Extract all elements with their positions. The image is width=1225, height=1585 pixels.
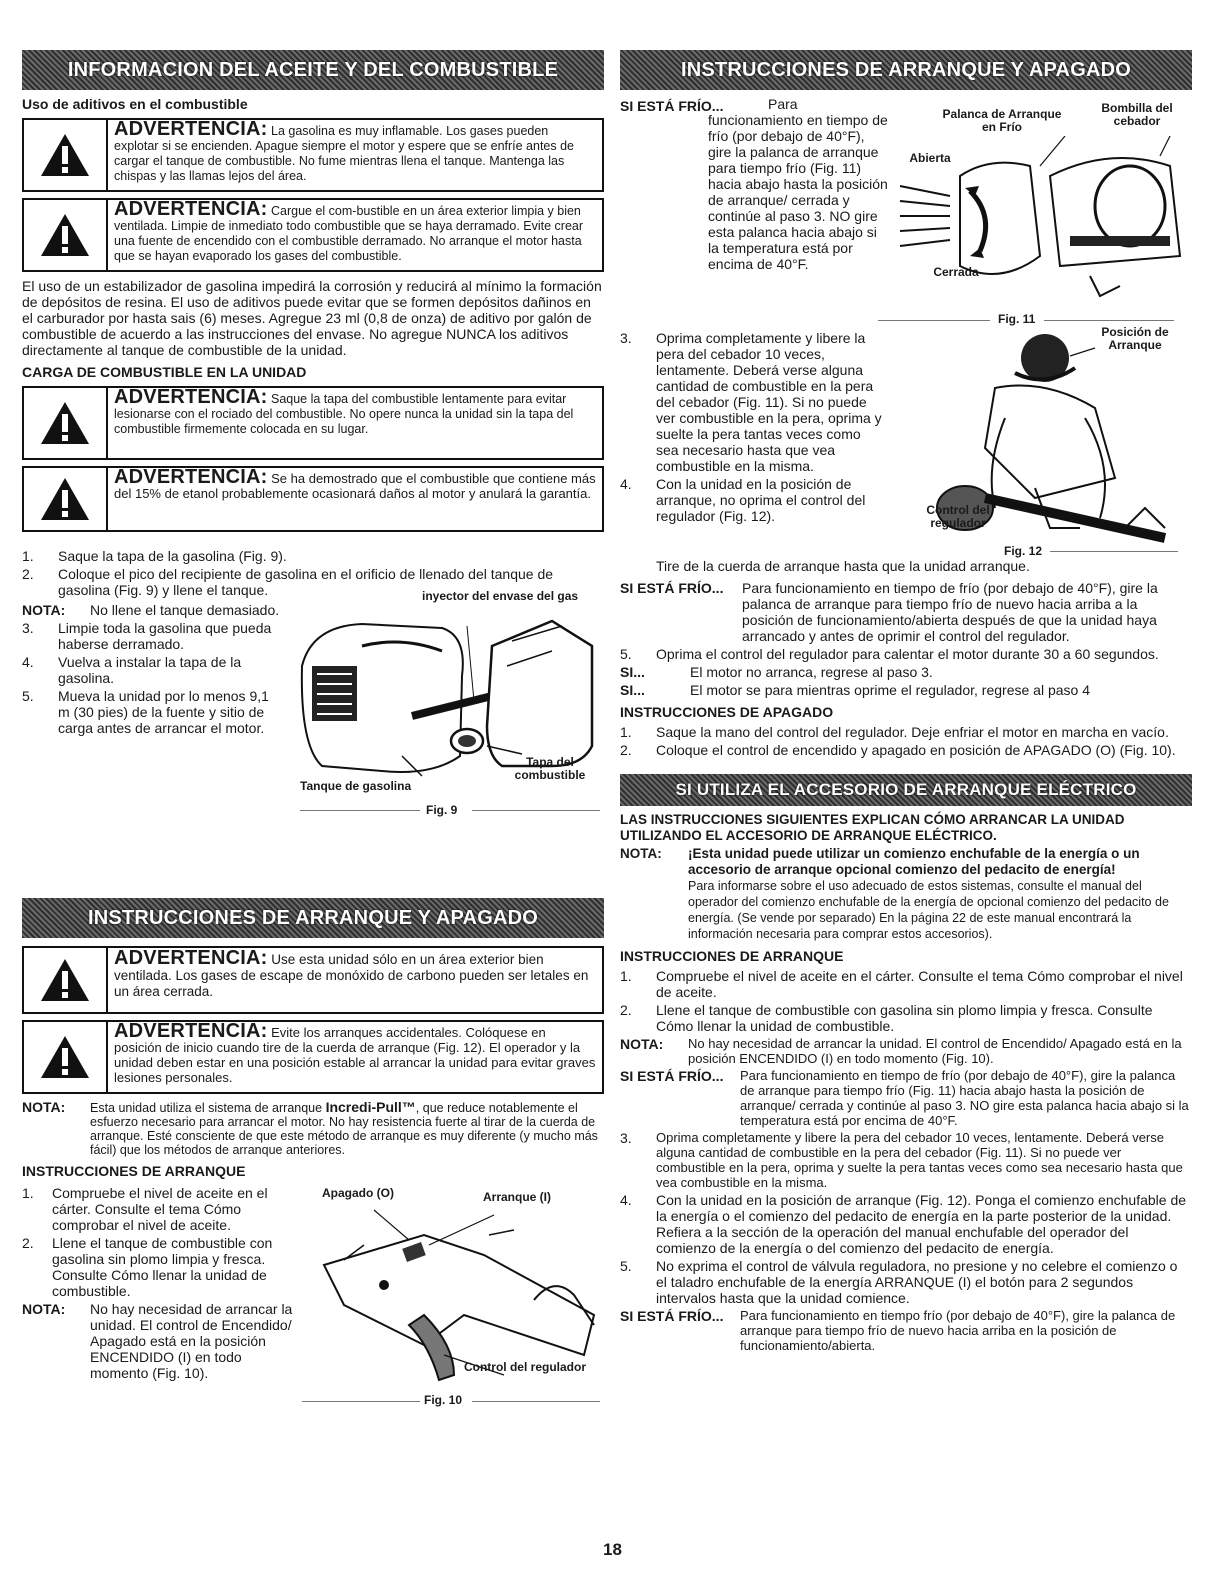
fig-rule <box>302 1401 420 1402</box>
warning-triangle-icon <box>24 1022 108 1092</box>
list-item: 1. Saque la tapa de la gasolina (Fig. 9). <box>22 548 287 564</box>
section-banner-start-stop: INSTRUCCIONES DE ARRANQUE Y APAGADO <box>620 50 1192 90</box>
fuel-section-with-fig9 <box>22 589 604 830</box>
list-item: 1. Saque la mano del control del regulador. Deje enfriar el motor en marcha en vacío. <box>620 724 1169 740</box>
fig11-label-bombilla: Bombilla del cebador <box>1101 101 1173 128</box>
warning-triangle-icon <box>24 120 108 190</box>
warning-box <box>22 946 604 1014</box>
warning-text: Cargue el com-bustible en un área exterior limpia y bien ventilada. Limpie de inmediato todo combustible que se haya derramado. Evite crear una fuente de encendido con el combustible derramado. No arranque el motor hasta que se hayan evaporado los gases del combustible. <box>114 204 584 263</box>
paragraph-las-instrucciones: LAS INSTRUCCIONES SIGUIENTES EXPLICAN CÓMO ARRANCAR LA UNIDAD UTILIZANDO EL ACCESORIO DE ARRANQUE ELÉCTRICO. <box>620 812 1125 843</box>
warning-box <box>22 466 604 532</box>
section-banner-start-stop: INSTRUCCIONES DE ARRANQUE Y APAGADO <box>22 898 604 938</box>
fig11-caption: Fig. 11 <box>998 312 1036 326</box>
cold-start-with-fig11 <box>620 96 1192 328</box>
fig12-label-control: Control del regulador <box>926 503 990 530</box>
warning-text: Use esta unidad sólo en un área exterior bien ventilada. Los gases de escape de monóxido de carbono pueden ser letales en un área cerrada. <box>114 952 589 999</box>
cond-si-esta-frio: SI ESTÁ FRÍO... <box>620 98 724 114</box>
subheading-arranque: INSTRUCCIONES DE ARRANQUE <box>22 1163 246 1179</box>
cond-si-esta-frio: SI ESTÁ FRÍO... Para funcionamiento en tiempo de frío (por debajo de 40°F), gire la palanca de arranque para tiempo frío (Fig. 11) hacia abajo hasta la posición de arranque/ cerrada y continúe al paso 3. NO gire esta palanca hacia abajo si la temperatura está por encima de 40°F. <box>620 1068 1189 1128</box>
fig10-label-apagado: Apagado (O) <box>322 1186 394 1200</box>
list-item: 5. Oprima el control del regulador para calentar el motor durante 30 a 60 segundos. <box>620 646 1159 662</box>
fig10-caption: Fig. 10 <box>424 1393 463 1407</box>
tire-text: Tire de la cuerda de arranque hasta que la unidad arranque. <box>656 558 1030 574</box>
warning-label: ADVERTENCIA: <box>114 947 268 969</box>
fig-rule <box>1050 551 1178 552</box>
section-banner-electric-start: SI UTILIZA EL ACCESORIO DE ARRANQUE ELÉCTRICO <box>620 774 1192 806</box>
list-item: 2. Coloque el pico del recipiente de gasolina en el orificio de llenado del tanque de gasolina (Fig. 9) y llene el tanque. <box>22 566 554 598</box>
fig-rule <box>472 1401 600 1402</box>
cold-start-text: Para funcionamiento en tiempo de frío (por debajo de 40°F), gire la palanca de arranque para tiempo frío (Fig. 11) hacia abajo hasta la posición de arranque/ cerrada y continúe al paso 3. NO gire esta palanca hacia abajo si la temperatura está por encima de 40°F. <box>708 96 888 272</box>
list-item: 2. Llene el tanque de combustible con gasolina sin plomo limpia y fresca. Consulte Cómo llenar la unidad de combustible. <box>620 1002 1153 1034</box>
list-item: 4. Vuelva a instalar la tapa de la gasolina. <box>22 654 242 686</box>
warning-text: Saque la tapa del combustible lentamente para evitar lesionarse con el rociado del combustible. No opere nunca la unidad sin la tapa del combustible firmemente colocada en su lugar. <box>114 392 574 436</box>
fig11-choke-illustration <box>890 136 1190 306</box>
list-item: 4. Con la unidad en la posición de arranque, no oprima el control del regulador (Fig. 12). <box>620 476 866 524</box>
fig10-handle-illustration <box>304 1205 604 1385</box>
warning-triangle-icon <box>24 200 108 270</box>
fig11-label-cerrada: Cerrada <box>933 265 979 279</box>
cond-si-esta-frio: SI ESTÁ FRÍO... Para funcionamiento en tiempo frío (por debajo de 40°F), gire la palanca de arranque para tiempo frío de nuevo hacia arriba en la posición de funcionamiento/abierta. <box>620 1308 1176 1353</box>
right-column <box>620 50 1192 1355</box>
fig-rule <box>1044 320 1174 321</box>
steps-with-fig12 <box>620 325 1192 578</box>
nota: NOTA: No hay necesidad de arrancar la unidad. El control de Encendido/ Apagado está en la posición ENCENDIDO (I) en todo momento (Fig. 10). <box>620 1036 1182 1066</box>
warning-triangle-icon <box>24 388 108 458</box>
list-item: 2. Llene el tanque de combustible con gasolina sin plomo limpia y fresca. Consulte Cómo llenar la unidad de combustible. <box>22 1235 273 1299</box>
nota: NOTA: No hay necesidad de arrancar la unidad. El control de Encendido/ Apagado está en la posición ENCENDIDO (I) en todo momento (Fig. 10). <box>22 1301 293 1381</box>
fig9-label-tapa: Tapa del combustible <box>514 755 586 782</box>
warning-label: ADVERTENCIA: <box>114 1020 268 1042</box>
warning-label: ADVERTENCIA: <box>114 198 268 220</box>
fig11-label-abierta: Abierta <box>909 151 951 165</box>
subheading-aditivos: Uso de aditivos en el combustible <box>22 96 248 112</box>
warning-box <box>22 118 604 192</box>
cond-si-esta-frio: SI ESTÁ FRÍO... Para funcionamiento en tiempo de frío (por debajo de 40°F), gire la palanca de arranque para tiempo frío de nuevo hacia arriba a la posición de funcionamiento/abierta después de que la unidad haya arrancado y antes de oprimir el control del regulador. <box>620 580 1158 644</box>
list-item: 5. Mueva la unidad por lo menos 9,1 m (30 pies) de la fuente y sitio de carga antes de arrancar el motor. <box>22 688 269 736</box>
list-item: 1. Compruebe el nivel de aceite en el cárter. Consulte el tema Cómo comprobar el nivel de aceite. <box>22 1185 268 1233</box>
list-item: 2. Coloque el control de encendido y apagado en posición de APAGADO (O) (Fig. 10). <box>620 742 1176 758</box>
list-item: SI... El motor se para mientras oprime el regulador, regrese al paso 4 <box>620 682 1090 698</box>
fig12-label-posicion: Posición de Arranque <box>1101 325 1169 352</box>
start-section-with-fig10 <box>22 1183 604 1413</box>
page-number: 18 <box>603 1540 622 1559</box>
subheading-arranque: INSTRUCCIONES DE ARRANQUE <box>620 948 844 964</box>
list-item: 1. Compruebe el nivel de aceite en el cárter. Consulte el tema Cómo comprobar el nivel de aceite. <box>620 968 1183 1000</box>
warning-text: Evite los arranques accidentales. Colóquese en posición de inicio cuando tire de la cuerda de arranque (Fig. 12). El operador y la unidad deben estar en una posición estable al arrancar la unidad para evitar graves lesiones personales. <box>114 1025 596 1085</box>
list-item: 3. Oprima completamente y libere la pera del cebador 10 veces, lentamente. Deberá verse alguna cantidad de combustible en la pera del cebador (Fig. 11). Si no puede ver combustible en la pera, oprima y suelte la pera tantas veces como sea necesario hasta que vea combustible en la misma. <box>620 330 882 474</box>
fig11-label-palanca: Palanca de Arranque en Frío <box>942 107 1062 134</box>
warning-triangle-icon <box>24 948 108 1012</box>
fig9-label-tanque: Tanque de gasolina <box>300 779 412 793</box>
fig-rule <box>300 810 420 811</box>
warning-triangle-icon <box>24 468 108 530</box>
fig12-caption: Fig. 12 <box>1004 544 1043 558</box>
list-item: 3. Oprima completamente y libere la pera del cebador 10 veces, lentamente. Deberá verse alguna cantidad de combustible en la pera del cebador (Fig. 11). Si no puede ver combustible en la pera, oprima y suelte la pera tantas veces como sea necesario hasta que vea combustible en la misma. <box>620 1130 1183 1190</box>
subheading-carga: CARGA DE COMBUSTIBLE EN LA UNIDAD <box>22 364 307 380</box>
left-column <box>22 50 604 1413</box>
fig10-label-control: Control del regulador <box>463 1360 586 1374</box>
list-item: 5. No exprima el control de válvula reguladora, no presione y no celebre el comienzo o el taladro enchufable de la energía ARRANQUE (I) el botón para 2 segundos intervalos hasta que la unidad comience. <box>620 1258 1178 1306</box>
warning-box <box>22 386 604 460</box>
warning-text: La gasolina es muy inflamable. Los gases pueden explotar si se encienden. Apague siempre el motor y espere que se enfríe antes de cargar el tanque de combustible. No fume mientras llena el tanque. Mantenga las chispas y las llamas lejos del área. <box>114 124 575 183</box>
section-banner-oil-fuel: INFORMACION DEL ACEITE Y DEL COMBUSTIBLE <box>22 50 604 90</box>
fig9-caption: Fig. 9 <box>426 803 458 817</box>
paragraph-estabilizador: El uso de un estabilizador de gasolina impedirá la corrosión y reducirá al mínimo la formación de depósitos de resina. El uso de aditivos puede evitar que se formen depósitos dañinos en el carburador por hasta sais (6) meses. Agregue 23 ml (0,8 de onza) de aditivo por galón de combustible de acuerdo a las instrucciones del envase. No agregue NUNCA los aditivos directamente al tanque de combustible de la unidad. <box>22 278 602 358</box>
warning-text: Se ha demostrado que el combustible que contiene más del 15% de etanol probablemente ocasionará daños al motor y anulará la garantía. <box>114 471 596 501</box>
fig9-label-inyector: inyector del envase del gas <box>422 589 579 603</box>
warning-box <box>22 198 604 272</box>
nota: NOTA: ¡Esta unidad puede utilizar un comienzo enchufable de la energía o un accesorio de arranque opcional comienzo del pedacito de energía! Para informarse sobre el uso adecuado de estos sistemas, consulte el manual del operador del comienzo enchufable de la energía de opcional comienzo del pedacito de energía. (Se vende por separado) En la página 22 de este manual encontrará la información necesaria para comprar estos accesorios). <box>620 846 1169 941</box>
nota: NOTA: Esta unidad utiliza el sistema de arranque Incredi-Pull™, que reduce notablemente el esfuerzo necesario para arrancar el motor. No hay resistencia fuerte al tirar de la cuerda de arranque. Esté consciente de que este método de arranque es muy diferente (y mucho más fácil) que los métodos de arranque anteriores. <box>22 1099 598 1157</box>
list-item: SI... El motor no arranca, regrese al paso 3. <box>620 664 933 680</box>
fig10-label-arranque: Arranque (I) <box>482 1190 551 1204</box>
warning-label: ADVERTENCIA: <box>114 466 268 488</box>
warning-label: ADVERTENCIA: <box>114 386 268 408</box>
nota: NOTA: No llene el tanque demasiado. <box>22 602 280 618</box>
fig-rule <box>472 810 600 811</box>
list-item: 4. Con la unidad en la posición de arranque (Fig. 12). Ponga el comienzo enchufable de la energía o el comienzo del pedacito de energía en la parte posterior de la unidad. Refiera a la sección de la operación del manual enchufable del operador del comienzo de la energía o del comienzo del pedacito de energía. <box>620 1192 1187 1256</box>
warning-label: ADVERTENCIA: <box>114 118 268 140</box>
list-item: 3. Limpie toda la gasolina que pueda haberse derramado. <box>22 620 272 652</box>
warning-box <box>22 1020 604 1094</box>
subheading-apagado: INSTRUCCIONES DE APAGADO <box>620 704 834 720</box>
fig-rule <box>878 320 990 321</box>
